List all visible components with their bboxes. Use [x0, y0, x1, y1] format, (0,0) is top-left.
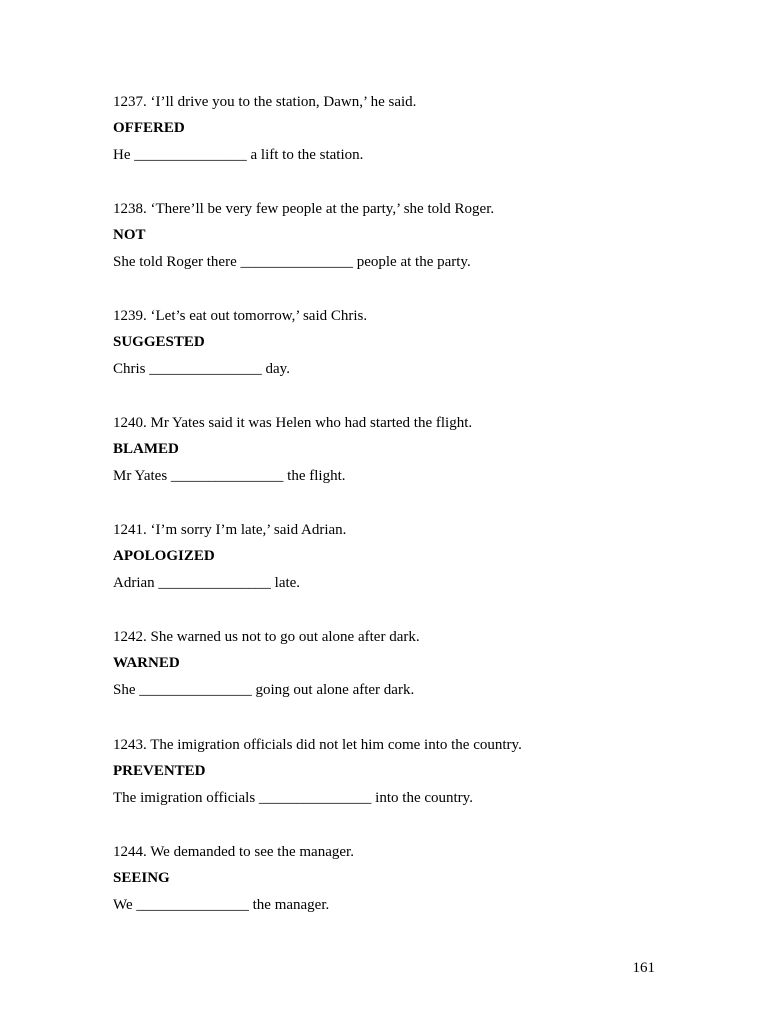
exercise-keyword: PREVENTED [113, 763, 206, 779]
exercise-prompt: 1238. ‘There’ll be very few people at the party,’ she told Roger. [113, 201, 495, 217]
exercise-keyword: APOLOGIZED [113, 548, 215, 564]
exercise-answer: We _______________ the manager. [113, 897, 330, 913]
exercise-answer: She _______________ going out alone after dark. [113, 682, 415, 698]
exercise-1244 [113, 843, 713, 914]
exercise-prompt: 1242. She warned us not to go out alone after dark. [113, 629, 420, 645]
exercise-prompt: 1237. ‘I’ll drive you to the station, Dawn,’ he said. [113, 94, 417, 110]
exercise-1243 [113, 736, 713, 807]
page-number: 161 [632, 960, 655, 976]
exercise-keyword: BLAMED [113, 441, 179, 457]
exercise-prompt: 1240. Mr Yates said it was Helen who had started the flight. [113, 415, 473, 431]
exercise-answer: Chris _______________ day. [113, 361, 290, 377]
exercise-answer: Mr Yates _______________ the flight. [113, 468, 346, 484]
exercise-prompt: 1239. ‘Let’s eat out tomorrow,’ said Chris. [113, 308, 368, 324]
exercise-prompt: 1243. The imigration officials did not let him come into the country. [113, 737, 522, 753]
exercise-keyword: WARNED [113, 655, 180, 671]
exercise-keyword: SUGGESTED [113, 334, 205, 350]
exercise-1238 [113, 200, 713, 271]
exercise-1239 [113, 307, 713, 378]
exercise-1240 [113, 414, 713, 485]
exercise-answer: She told Roger there _______________ people at the party. [113, 254, 471, 270]
exercise-keyword: SEEING [113, 870, 170, 886]
exercise-answer: He _______________ a lift to the station. [113, 147, 364, 163]
exercise-1242 [113, 628, 713, 699]
exercise-1241 [113, 521, 713, 592]
exercise-answer: The imigration officials _______________ into the country. [113, 790, 473, 806]
exercise-1237 [113, 93, 713, 164]
exercise-answer: Adrian _______________ late. [113, 575, 301, 591]
exercise-keyword: OFFERED [113, 120, 185, 136]
exercise-keyword: NOT [113, 227, 146, 243]
exercise-prompt: 1241. ‘I’m sorry I’m late,’ said Adrian. [113, 522, 347, 538]
exercise-prompt: 1244. We demanded to see the manager. [113, 844, 354, 860]
